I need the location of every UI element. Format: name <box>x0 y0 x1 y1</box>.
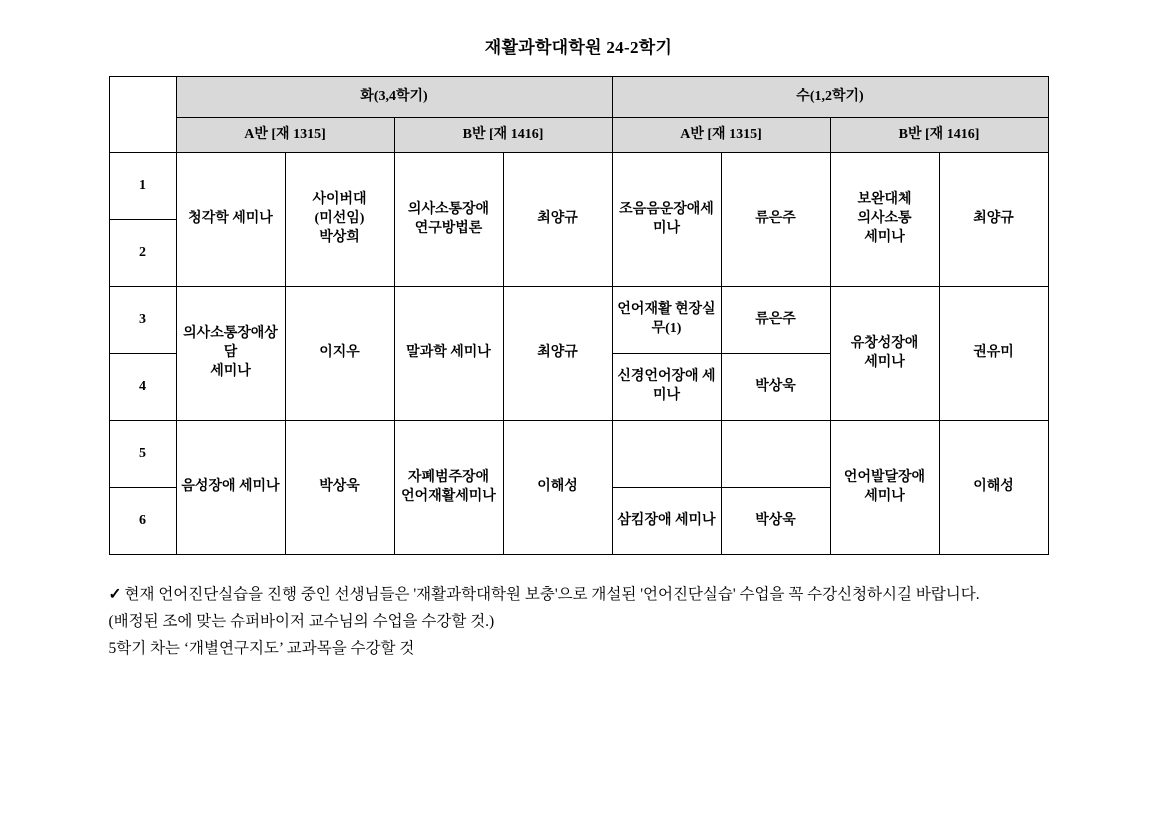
period-label-3: 3 <box>109 287 176 354</box>
course-tue-a-3: 음성장애 세미나 <box>176 421 285 555</box>
professor-line-1: 사이버대 <box>312 192 367 208</box>
course-wed-a-2-top: 언어재활 현장실무(1) <box>612 287 721 354</box>
schedule-table-wrapper <box>109 76 1049 555</box>
course-wed-b-3 <box>830 421 939 555</box>
course-line-1: 유창성장애 <box>850 335 919 351</box>
professor-line-2: (미선임) <box>314 211 365 227</box>
professor-wed-a-2-top: 류은주 <box>721 287 830 354</box>
period-label-6: 6 <box>109 488 176 555</box>
professor-line-3: 박상희 <box>319 229 360 245</box>
course-tue-a-2 <box>176 287 285 421</box>
course-wed-a-3-empty <box>612 421 721 488</box>
note-line-1-text: 현재 언어진단실습을 진행 중인 선생님들은 '재활과학대학원 보충'으로 개설된 '언어진단실습' 수업을 꼭 수강신청하시길 바랍니다. <box>124 586 980 603</box>
course-line-2: 세미나 <box>864 354 905 370</box>
note-line-1 <box>109 581 1049 608</box>
course-tue-a-1: 청각학 세미나 <box>176 153 285 287</box>
table-row <box>109 153 1048 220</box>
page-title: 재활과학대학원 24-2학기 <box>484 38 673 57</box>
professor-wed-a-2-bottom: 박상욱 <box>721 354 830 421</box>
table-row-day-header <box>109 77 1048 118</box>
professor-tue-b-3: 이해성 <box>503 421 612 555</box>
course-line-2: 세미나 <box>864 488 905 504</box>
course-line-1: 의사소통장애 <box>407 201 490 217</box>
professor-wed-b-3: 이해성 <box>939 421 1048 555</box>
course-line-1: 자폐범주장애 <box>407 469 490 485</box>
course-line-2: 세미나 <box>210 363 251 379</box>
course-wed-a-3-bottom: 삼킴장애 세미나 <box>612 488 721 555</box>
professor-tue-a-2: 이지우 <box>285 287 394 421</box>
period-label-1: 1 <box>109 153 176 220</box>
course-line-3: 세미나 <box>864 229 905 245</box>
course-wed-a-1: 조음음운장애세미나 <box>612 153 721 287</box>
period-label-4: 4 <box>109 354 176 421</box>
professor-tue-b-1: 최양규 <box>503 153 612 287</box>
class-header-tue-a: A반 [재 1315] <box>176 118 394 153</box>
class-header-wed-a: A반 [재 1315] <box>612 118 830 153</box>
course-line-2: 언어재활세미나 <box>401 488 496 504</box>
note-line-2: (배정된 조에 맞는 슈퍼바이저 교수님의 수업을 수강할 것.) <box>108 613 495 631</box>
day-header-tuesday: 화(3,4학기) <box>176 77 612 118</box>
professor-wed-b-1: 최양규 <box>939 153 1048 287</box>
course-line-1: 언어발달장애 <box>843 469 926 485</box>
course-line-1: 의사소통장애상담 <box>183 326 278 361</box>
course-tue-b-3 <box>394 421 503 555</box>
check-icon: ✓ <box>108 586 122 603</box>
table-corner-cell <box>109 77 176 153</box>
professor-tue-a-1 <box>285 153 394 287</box>
period-label-2: 2 <box>109 220 176 287</box>
course-tue-b-1 <box>394 153 503 287</box>
class-header-wed-b: B반 [재 1416] <box>830 118 1048 153</box>
professor-tue-b-2: 최양규 <box>503 287 612 421</box>
professor-wed-a-1: 류은주 <box>721 153 830 287</box>
professor-wed-a-3-bottom: 박상욱 <box>721 488 830 555</box>
day-header-wednesday: 수(1,2학기) <box>612 77 1048 118</box>
course-wed-a-2-bottom: 신경언어장애 세미나 <box>612 354 721 421</box>
course-line-2: 의사소통 <box>857 211 912 227</box>
course-line-2: 연구방법론 <box>414 220 483 236</box>
class-header-tue-b: B반 [재 1416] <box>394 118 612 153</box>
notes-section <box>109 581 1049 662</box>
professor-wed-b-2: 권유미 <box>939 287 1048 421</box>
course-line-1: 보완대체 <box>857 192 912 208</box>
professor-wed-a-3-empty <box>721 421 830 488</box>
professor-tue-a-3: 박상욱 <box>285 421 394 555</box>
note-line-3: 5학기 차는 ‘개별연구지도’ 교과목을 수강할 것 <box>108 640 415 658</box>
table-row <box>109 421 1048 488</box>
table-row <box>109 287 1048 354</box>
course-tue-b-2: 말과학 세미나 <box>394 287 503 421</box>
period-label-5: 5 <box>109 421 176 488</box>
course-wed-b-2 <box>830 287 939 421</box>
table-row-class-header <box>109 118 1048 153</box>
course-wed-b-1 <box>830 153 939 287</box>
schedule-table <box>109 76 1049 555</box>
